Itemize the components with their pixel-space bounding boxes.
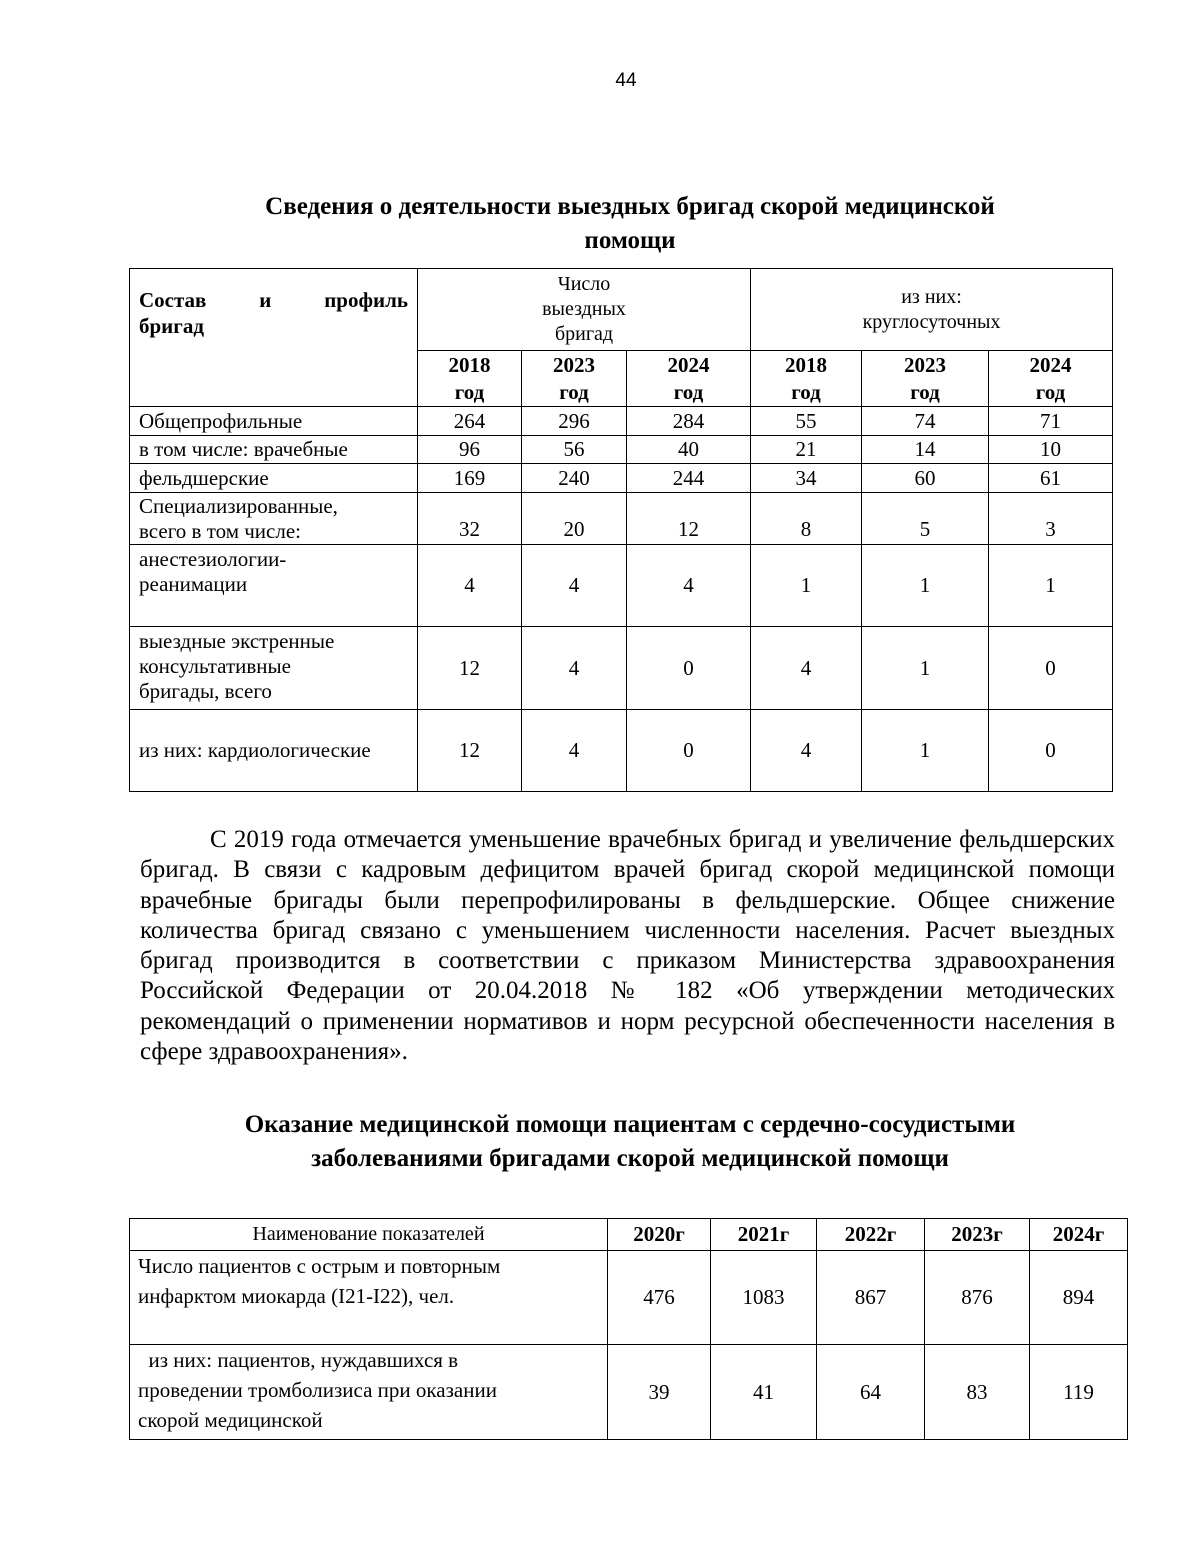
row-label-line: из них: пациентов, нуждавшихся в xyxy=(138,1348,459,1372)
year-header xyxy=(862,351,989,407)
year-value: 2024 xyxy=(1029,352,1072,377)
table-cell: 5 xyxy=(862,493,989,545)
title-line: помощи xyxy=(584,227,676,254)
header-line: бригад xyxy=(554,323,614,345)
table-cell: 4 xyxy=(522,545,627,627)
table-cell: 4 xyxy=(751,627,862,710)
row-label xyxy=(130,627,418,710)
table-cell: 4 xyxy=(751,710,862,792)
row-label xyxy=(130,464,418,493)
table-cell: 55 xyxy=(751,407,862,436)
title-line: Оказание медицинской помощи пациентам с сердечно-сосудистыми xyxy=(244,1111,1016,1138)
table-cell: 41 xyxy=(711,1345,817,1440)
year-header xyxy=(522,351,627,407)
header-total-brigades xyxy=(418,269,751,351)
table-cell: 1 xyxy=(862,627,989,710)
table-cell: 0 xyxy=(627,627,751,710)
year-unit: год xyxy=(791,379,821,404)
table-cell: 0 xyxy=(989,710,1113,792)
table-row xyxy=(130,407,1113,436)
header-line: Число xyxy=(557,273,611,295)
year-unit: год xyxy=(454,379,485,404)
table-cell: 476 xyxy=(608,1251,711,1345)
table-cell: 12 xyxy=(418,710,522,792)
table-cell: 4 xyxy=(522,627,627,710)
row-label-line: консультативные xyxy=(139,654,291,678)
year-value: 2018 xyxy=(785,352,828,377)
table-row xyxy=(130,464,1113,493)
year-unit: год xyxy=(673,379,704,404)
table-cell: 3 xyxy=(989,493,1113,545)
row-label-line: скорой медицинской xyxy=(138,1408,323,1432)
row-label xyxy=(130,493,418,545)
row-label-line: фельдшерские xyxy=(139,465,269,490)
header-indicator-name: Наименование показателей xyxy=(130,1219,608,1251)
year-unit: год xyxy=(559,379,589,404)
row-label-line: всего в том числе: xyxy=(139,518,301,543)
table-cell: 4 xyxy=(627,545,751,627)
table-cell: 20 xyxy=(522,493,627,545)
table-cell: 876 xyxy=(925,1251,1030,1345)
title-line: Сведения о деятельности выездных бригад скорой медицинской xyxy=(265,193,995,220)
table-cell: 4 xyxy=(418,545,522,627)
table-cell: 8 xyxy=(751,493,862,545)
table-cell: 240 xyxy=(522,464,627,493)
table-row xyxy=(130,1345,1128,1440)
table-cell: 284 xyxy=(627,407,751,436)
row-label-line: Общепрофильные xyxy=(139,408,303,433)
row-label xyxy=(130,1251,608,1345)
table-cell: 83 xyxy=(925,1345,1030,1440)
year-header: 2021г xyxy=(711,1219,817,1251)
section-title-cardio xyxy=(130,1108,1130,1176)
table-cell: 12 xyxy=(418,627,522,710)
year-header xyxy=(751,351,862,407)
row-label xyxy=(130,1345,608,1440)
header-line: выездных xyxy=(542,298,626,320)
row-label-line: Специализированные, xyxy=(139,493,338,518)
table-cell: 74 xyxy=(862,407,989,436)
year-value: 2023 xyxy=(553,352,595,377)
section-title-brigades xyxy=(130,190,1130,258)
row-label-line: в том числе: врачебные xyxy=(139,437,348,461)
row-label-line: Число пациентов с острым и повторным xyxy=(138,1254,501,1278)
header-profile-word: и xyxy=(259,288,272,312)
year-value: 2024 xyxy=(667,352,710,377)
row-label-line: выездные экстренные xyxy=(139,629,335,653)
brigades-table xyxy=(129,268,1113,792)
table-cell: 169 xyxy=(418,464,522,493)
table-cell: 34 xyxy=(751,464,862,493)
table-row xyxy=(130,1251,1128,1345)
table-cell: 14 xyxy=(862,436,989,464)
row-label-line: реанимации xyxy=(139,572,248,596)
table-cell: 64 xyxy=(817,1345,925,1440)
year-unit: год xyxy=(910,379,940,404)
year-header xyxy=(989,351,1113,407)
row-label-line: проведении тромболизиса при оказании xyxy=(138,1378,497,1402)
table-cell: 1 xyxy=(989,545,1113,627)
header-round-the-clock xyxy=(751,269,1113,351)
table-cell: 1 xyxy=(751,545,862,627)
table-cell: 96 xyxy=(418,436,522,464)
table-cell: 56 xyxy=(522,436,627,464)
table-row xyxy=(130,493,1113,545)
table-row xyxy=(130,627,1113,710)
header-profile-line: бригад xyxy=(139,314,204,338)
header-profile xyxy=(130,269,418,407)
cardio-table xyxy=(129,1218,1128,1440)
table-cell: 32 xyxy=(418,493,522,545)
year-value: 2018 xyxy=(448,352,491,377)
table-cell: 12 xyxy=(627,493,751,545)
year-unit: год xyxy=(1035,379,1066,404)
table-cell: 244 xyxy=(627,464,751,493)
table-row xyxy=(130,545,1113,627)
year-header: 2023г xyxy=(925,1219,1030,1251)
body-paragraph: С 2019 года отмечается уменьшение врачебных бригад и увеличение фельдшерских бригад. В связи с кадровым дефицитом врачей бригад скорой медицинской помощи врачебные бригады были перепрофилированы в фельдшерские. Общее снижение количества бригад связано с уменьшением численности населения. Расчет выездных бригад производится в соответствии с приказом Министерства здравоохранения Российской Федерации от 20.04.2018 № 182 «Об утверждении методических рекомендаций о применении нормативов и норм ресурсной обеспеченности населения в сфере здравоохранения». xyxy=(140,826,1115,1066)
row-label-line: бригады, всего xyxy=(139,679,272,703)
table-cell: 1 xyxy=(862,545,989,627)
table-cell: 10 xyxy=(989,436,1113,464)
row-label xyxy=(130,436,418,464)
year-header: 2024г xyxy=(1030,1219,1128,1251)
table-cell: 119 xyxy=(1030,1345,1128,1440)
table-cell: 894 xyxy=(1030,1251,1128,1345)
title-line: заболеваниями бригадами скорой медицинской помощи xyxy=(311,1145,949,1172)
year-header xyxy=(418,351,522,407)
table-cell: 264 xyxy=(418,407,522,436)
page-number: 44 xyxy=(615,70,637,91)
year-header: 2020г xyxy=(608,1219,711,1251)
year-value: 2023 xyxy=(904,352,947,377)
table-cell: 296 xyxy=(522,407,627,436)
table-cell: 61 xyxy=(989,464,1113,493)
table-row xyxy=(130,710,1113,792)
header-line: круглосуточных xyxy=(862,310,1001,333)
row-label xyxy=(130,407,418,436)
table-cell: 1 xyxy=(862,710,989,792)
row-label xyxy=(130,710,418,792)
table-cell: 4 xyxy=(522,710,627,792)
table-cell: 867 xyxy=(817,1251,925,1345)
row-label-line: из них: кардиологические xyxy=(139,738,371,762)
table-cell: 0 xyxy=(627,710,751,792)
table-cell: 71 xyxy=(989,407,1113,436)
row-label-line: анестезиологии- xyxy=(139,547,287,571)
row-label xyxy=(130,545,418,627)
table-cell: 1083 xyxy=(711,1251,817,1345)
table-cell: 40 xyxy=(627,436,751,464)
year-header xyxy=(627,351,751,407)
header-profile-word: профиль xyxy=(324,288,408,312)
table-cell: 60 xyxy=(862,464,989,493)
table-cell: 0 xyxy=(989,627,1113,710)
header-profile-word: Состав xyxy=(139,288,207,312)
header-line: из них: xyxy=(901,285,962,308)
table-cell: 21 xyxy=(751,436,862,464)
table-row xyxy=(130,436,1113,464)
table-cell: 39 xyxy=(608,1345,711,1440)
year-header: 2022г xyxy=(817,1219,925,1251)
row-label-line: инфарктом миокарда (I21-I22), чел. xyxy=(138,1284,455,1308)
